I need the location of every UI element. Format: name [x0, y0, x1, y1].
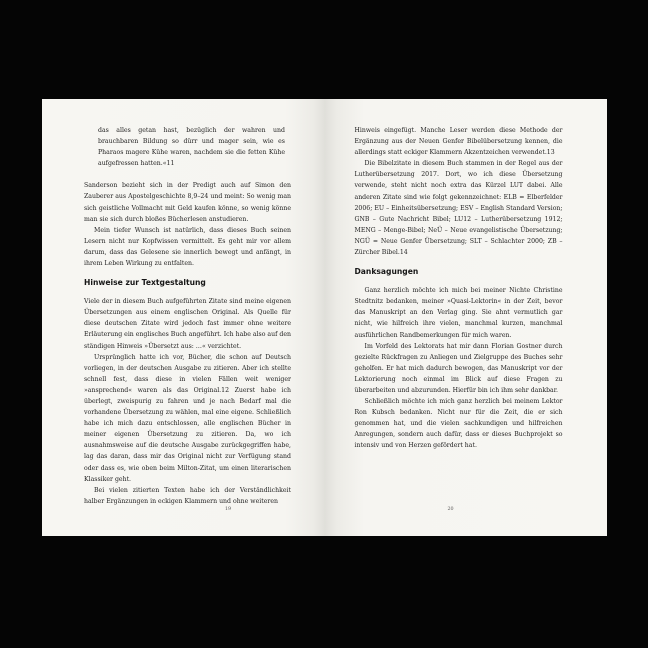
open-book — [42, 99, 607, 536]
quote-text: das alles getan hast, bezüglich der wahren und brauchbaren Bildung so dürr und mager sein, wie es Pharaos magere Kühe waren, nachdem sie die fetten Kühe aufgefressen hatten.«11 — [98, 127, 285, 168]
block-quote — [84, 125, 291, 169]
paragraph: Mein tiefer Wunsch ist natürlich, dass dieses Buch seinen Lesern nicht nur Kopfwissen vermittelt. Es geht mir vor allem darum, dass das Gelesene sie innerlich bewegt und anfängt, in ihrem Leben Wirkung zu entfalten. — [84, 226, 291, 268]
paragraph: Ganz herzlich möchte ich mich bei meiner Nichte Christine Stedtnitz bedanken, meiner »Quasi-Lektorin« in der Zeit, bevor das Manuskript an den Verlag ging. Sie ahnt vermutlich gar nicht, wie hilfreich ihre vielen, manchmal kurzen, manchmal ausführlichen Randbemerkungen für mich waren. — [354, 287, 563, 339]
section-heading: Hinweise zur Textgestaltung — [84, 278, 206, 288]
paragraph: Sanderson bezieht sich in der Predigt auch auf Simon den Zauberer aus Apostelgeschichte 8,9–24 und meint: So wenig man sich geistliche Vollmacht mit Geld kaufen könne, so wenig könne man sie sich durch bloßes Bücherlesen anstudieren. — [84, 182, 291, 223]
left-page-content — [84, 125, 291, 507]
paragraph: Viele der in diesem Buch aufgeführten Zitate sind meine eigenen Übersetzungen aus einem englischen Original. Als Quelle für diese deutschen Zitate wird jedoch fast immer ohne weitere Erläuterung ein englisches Buch angeführt. Ich habe also auf den ständigen Hinweis »Übersetzt aus: …« verzichtet. — [84, 298, 291, 350]
page-number: 19 — [225, 507, 232, 512]
paragraph: Hinweis eingefügt. Manche Leser werden diese Methode der Ergänzung aus der Neuen Genfer Bibelübersetzung kennen, die allerdings statt eckiger Klammern Akzentzeichen verwendet.13 — [354, 127, 563, 157]
paragraph: Bei vielen zitierten Texten habe ich der Verständlichkeit halber Ergänzungen in eckigen Klammern und ohne weiteren — [84, 486, 291, 505]
left-page — [42, 99, 325, 536]
right-page — [325, 99, 608, 536]
right-page-content — [355, 125, 563, 452]
paragraph: Schließlich möchte ich mich ganz herzlich bei meinem Lektor Ron Kubsch bedanken. Nicht nur für die Zeit, die er sich genommen hat, und die vielen sachkundigen und hilfreichen Anregungen, sondern auch dafür, dass er dieses Buchprojekt so intensiv und von Herzen gefördert hat. — [354, 398, 563, 450]
paragraph: Die Bibelzitate in diesem Buch stammen in der Regel aus der Lutherübersetzung 2017. Dort, wo ich diese Übersetzung verwende, steht nicht noch extra das Kürzel LUT dabei. Alle anderen Zitate sind wie folgt gekennzeichnet: ELB = Elberfelder 2006; EU – Einheitsübersetzung; ESV – English Standard Version; GNB – Gute Nachricht Bibel; LU12 – Lutherübersetzung 1912; MENG – Menge-Bibel; NeÜ – Neue evangelistische Übersetzung; NGÜ = Neue Genfer Übersetzung; SLT – Schlachter 2000; ZB – Zürcher Bibel.14 — [354, 160, 563, 257]
paragraph: Im Vorfeld des Lektorats hat mir dann Florian Gostner durch gezielte Rückfragen zu Anliegen und Zielgruppe des Buches sehr geholfen. Er hat mich dadurch bewogen, das Manuskript vor der Lektorierung noch einmal im Blick auf diese Fragen zu überarbeiten und abzurunden. Hierfür bin ich ihm sehr dankbar. — [354, 342, 563, 394]
section-heading: Danksagungen — [354, 267, 419, 277]
page-number: 20 — [447, 507, 454, 512]
paragraph: Ursprünglich hatte ich vor, Bücher, die schon auf Deutsch vorliegen, in der deutschen Ausgabe zu zitieren. Aber ich stellte schnell fest, dass diese in vielen Fällen weit weniger »ansprechend« waren als das Original.12 Zuerst habe ich überlegt, zweispurig zu fahren und je nach Bedarf mal die vorhandene Übersetzung zu wählen, mal eine eigene. Schließlich habe ich mich dazu entschlossen, alle englischen Bücher in meiner eigenen Übersetzung zu zitieren. Da, wo ich ausnahmsweise auf die deutsche Ausgabe zurückgegriffen habe, lag das daran, dass mir das Original nicht zur Verfügung stand oder dass es, wie oben beim Milton-Zitat, um einen literarischen Klassiker geht. — [84, 353, 291, 483]
